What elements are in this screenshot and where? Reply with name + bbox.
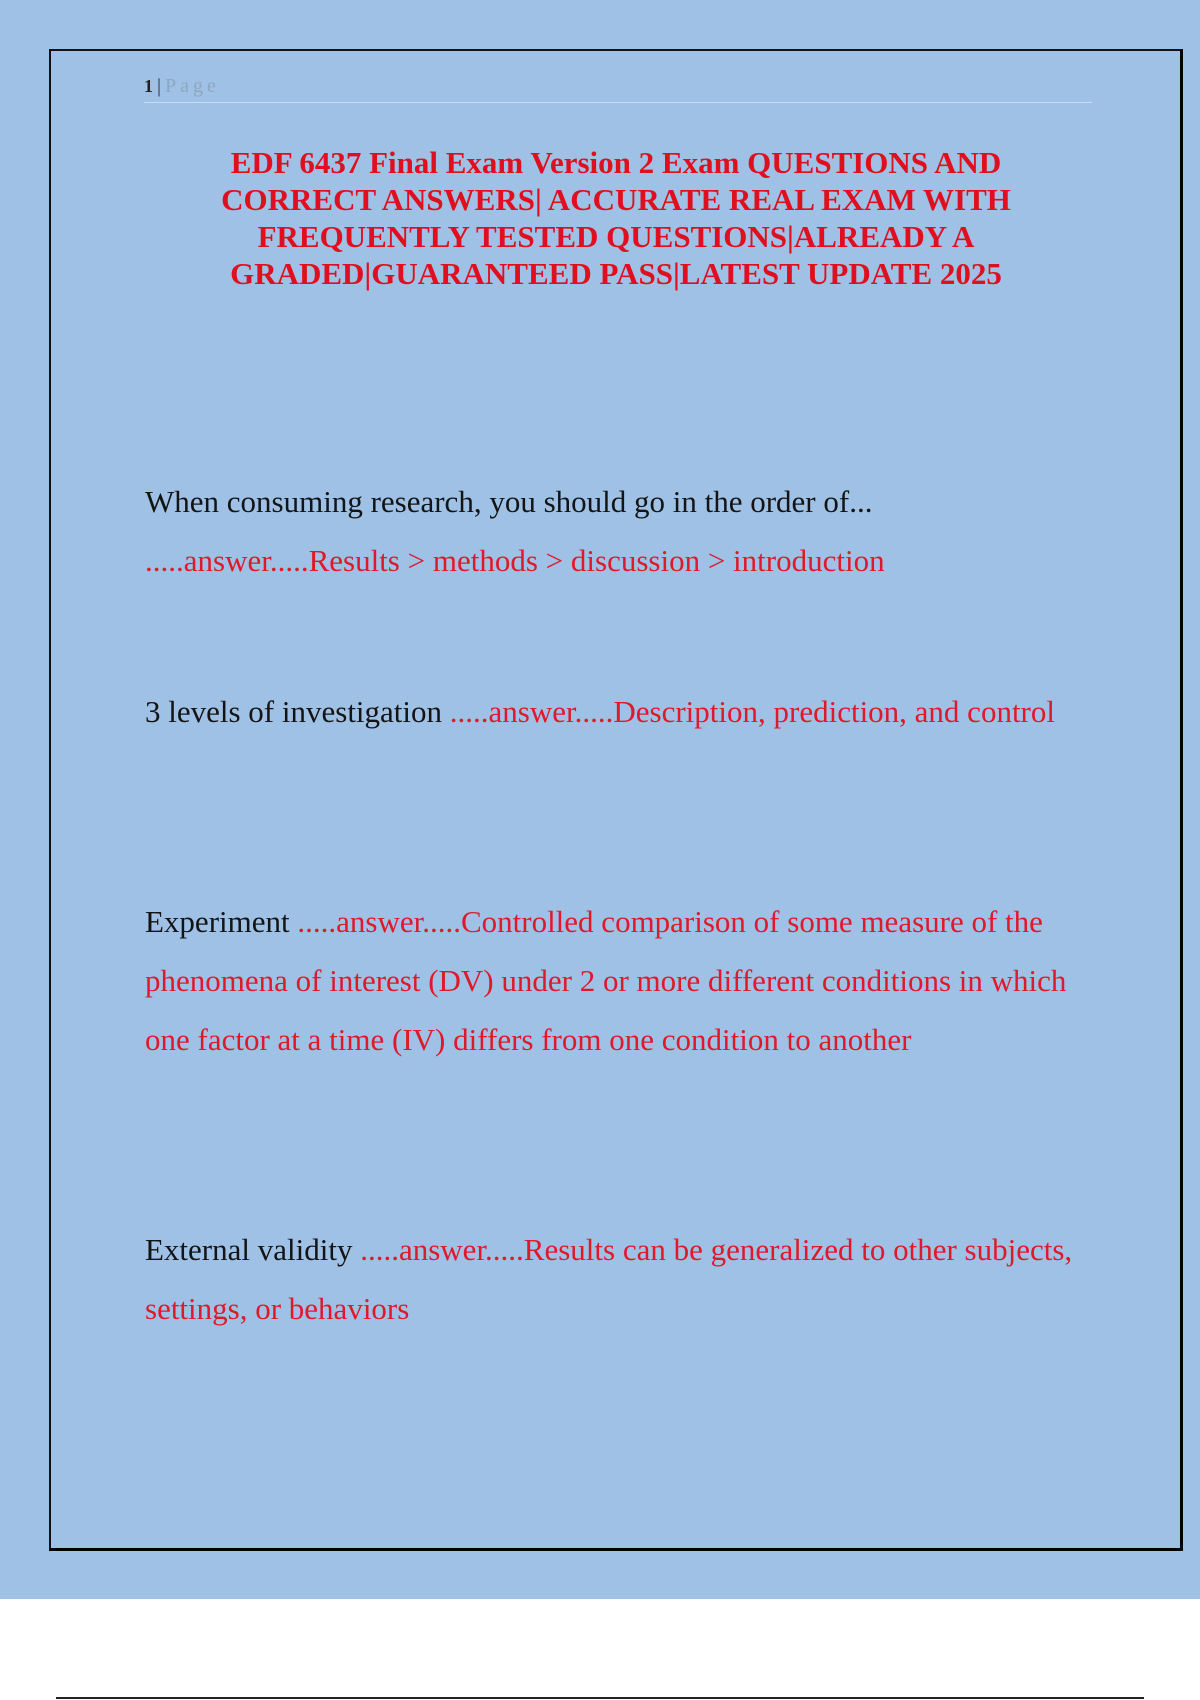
answer-text: .....answer.....Results > methods > discussion > introduction [145, 543, 885, 578]
qa-item [145, 1220, 1085, 1338]
page-header [144, 74, 1092, 103]
question-text: 3 levels of investigation [145, 694, 443, 729]
qa-item [145, 892, 1085, 1069]
page-separator: | [157, 75, 162, 97]
qa-item [145, 682, 1085, 741]
question-text: Experiment [145, 904, 290, 939]
answer-text: .....answer.....Controlled comparison of some measure of the phenomena of interest (DV) under 2 or more different conditions in which one factor at a time (IV) differs from one condition to another [145, 904, 1067, 1057]
footer-rule [56, 1697, 1144, 1699]
qa-item [145, 472, 1085, 590]
answer-text: .....answer.....Results can be generalized to other subjects, settings, or behaviors [145, 1232, 1073, 1326]
page-label: Page [165, 75, 220, 97]
answer-text: .....answer.....Description, prediction, and control [449, 694, 1055, 729]
document-title: EDF 6437 Final Exam Version 2 Exam QUESTIONS AND CORRECT ANSWERS| ACCURATE REAL EXAM WITH FREQUENTLY TESTED QUESTIONS|ALREADY A GRADED|GUARANTEED PASS|LATEST UPDATE 2025 [221, 145, 1011, 291]
question-text: External validity [145, 1232, 353, 1267]
page-number: 1 [144, 76, 153, 96]
question-text: When consuming research, you should go in the order of... [145, 484, 873, 519]
